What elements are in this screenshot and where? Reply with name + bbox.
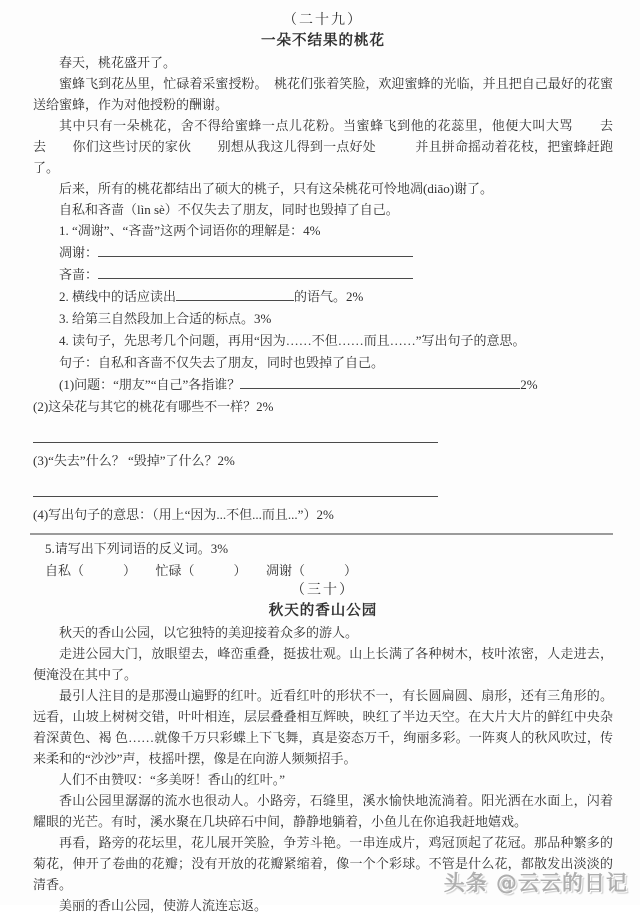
answer-blank-line: [176, 287, 294, 301]
section-30-number: （三十）: [291, 583, 355, 598]
answer-blank-line: [33, 429, 438, 443]
answer-blank-line: [98, 243, 413, 257]
question-2-prefix: 2. 横线中的话应读出: [59, 289, 177, 304]
question-1: 1. “凋谢”、“吝啬”这两个词语你的理解是：4%: [59, 223, 321, 238]
blank-label-linse: 吝啬：: [59, 267, 99, 282]
question-3: 3. 给第三自然段加上合适的标点。3%: [59, 311, 272, 326]
answer-blank-row: [33, 428, 613, 450]
passage-30-paragraph-3: 最引人注目的是那漫山遍野的红叶。近看红叶的形状不一，有长圆扁圆、扇形，还有三角形的。远看，山坡上树树交错，叶叶相连，层层叠叠相互辉映，映红了半边天空。在大片大片的鲜红中央杂着深黄色、褐 色……就像千万只彩蝶上下飞舞，真是姿态万千，绚丽多彩。一阵爽人的秋风吹过，传来柔和的“沙沙”声，枝摇叶摆，像是在向游人频频招手。: [33, 688, 613, 766]
answer-blank-line: [98, 265, 413, 279]
question-1-answer-row-diaoxie: [33, 242, 613, 264]
passage-30-paragraph-6: 再看，路旁的花坛里，花儿展开笑脸，争芳斗艳。一串连成片，鸡冠顶起了花冠。那品种繁多的菊花，伸开了卷曲的花瓣；没有开放的花瓣紧缩着，像一个个彩球。不管是什么花，都散发出淡淡的清香。: [33, 835, 613, 892]
passage-30-paragraph-4: 人们不由赞叹：“多美呀！香山的红叶。”: [59, 772, 286, 787]
question-4-sub2: (2)这朵花与其它的桃花有哪些不一样？2%: [33, 399, 274, 414]
question-4-sub4: (4)写出句子的意思：（用上“因为...不但...而且...”）2%: [33, 507, 334, 522]
blank-label-diaoxie: 凋谢：: [59, 245, 99, 260]
section-divider: [30, 533, 613, 535]
watermark-text: 头条 @云云的日记: [443, 871, 628, 895]
answer-blank-line: [240, 375, 520, 389]
passage-29-paragraph-2: 蜜蜂飞到花丛里，忙碌着采蜜授粉。 桃花们张着笑脸，欢迎蜜蜂的光临，并且把自己最好的花蜜送给蜜蜂，作为对他授粉的酬谢。: [33, 76, 613, 112]
question-5-word-blanks: 自私（ ） 忙碌（ ） 凋谢（ ）: [45, 563, 358, 578]
section-29-number: （二十九）: [283, 13, 363, 28]
passage-29-paragraph-4: 后来，所有的桃花都结出了硕大的桃子，只有这朵桃花可怜地凋(diāo)谢了。: [59, 181, 494, 196]
question-4-sentence: 句子：自私和吝啬不仅失去了朋友，同时也毁掉了自己。: [59, 355, 385, 370]
section-29-title: 一朵不结果的桃花: [261, 33, 385, 49]
question-4-sub1-prefix: (1)问题：“朋友”“自己”各指谁？: [59, 377, 241, 392]
passage-29-paragraph-5: 自私和吝啬（lìn sè）不仅失去了朋友，同时也毁掉了自己。: [59, 202, 399, 217]
passage-29-paragraph-1: 春天，桃花盛开了。: [59, 55, 177, 70]
question-4: 4. 读句子，先思考几个问题，再用“因为……不但……而且……”写出句子的意思。: [59, 333, 526, 348]
answer-blank-line: [33, 483, 438, 497]
question-1-answer-row-linse: [33, 264, 613, 286]
passage-29-paragraph-3: 其中只有一朵桃花，舍不得给蜜蜂一点儿花粉。当蜜蜂飞到他的花蕊里，他便大叫大骂 去 去 你们这些讨厌的家伙 别想从我这儿得到一点好处 并且拼命摇动着花枝，把蜜蜂赶跑了。: [33, 118, 640, 175]
question-4-sub1-suffix: 2%: [520, 377, 538, 392]
question-4-sub3: (3)“失去”什么？ “毁掉”了什么？2%: [33, 453, 235, 468]
answer-blank-row: [33, 482, 613, 504]
passage-30-paragraph-1: 秋天的香山公园，以它独特的美迎接着众多的游人。: [59, 625, 359, 640]
passage-30-paragraph-5: 香山公园里潺潺的流水也很动人。小路旁，石缝里，溪水愉快地流淌着。阳光洒在水面上，闪着耀眼的光芒。有时，溪水聚在几块碎石中间，静静地躺着，小鱼儿在你追我赶地嬉戏。: [33, 793, 613, 829]
question-5: 5.请写出下列词语的反义词。3%: [45, 541, 229, 556]
passage-30-paragraph-2: 走进公园大门，放眼望去，峰峦重叠，挺拔壮观。山上长满了各种树木，枝叶浓密，人走进去，便淹没在其中了。: [33, 646, 613, 682]
question-4-sub1: [33, 374, 613, 396]
passage-30-paragraph-7: 美丽的香山公园，使游人流连忘返。: [59, 898, 268, 913]
question-2-suffix: 的语气。2%: [294, 289, 364, 304]
question-2: [33, 286, 613, 308]
section-30-title: 秋天的香山公园: [268, 603, 378, 619]
